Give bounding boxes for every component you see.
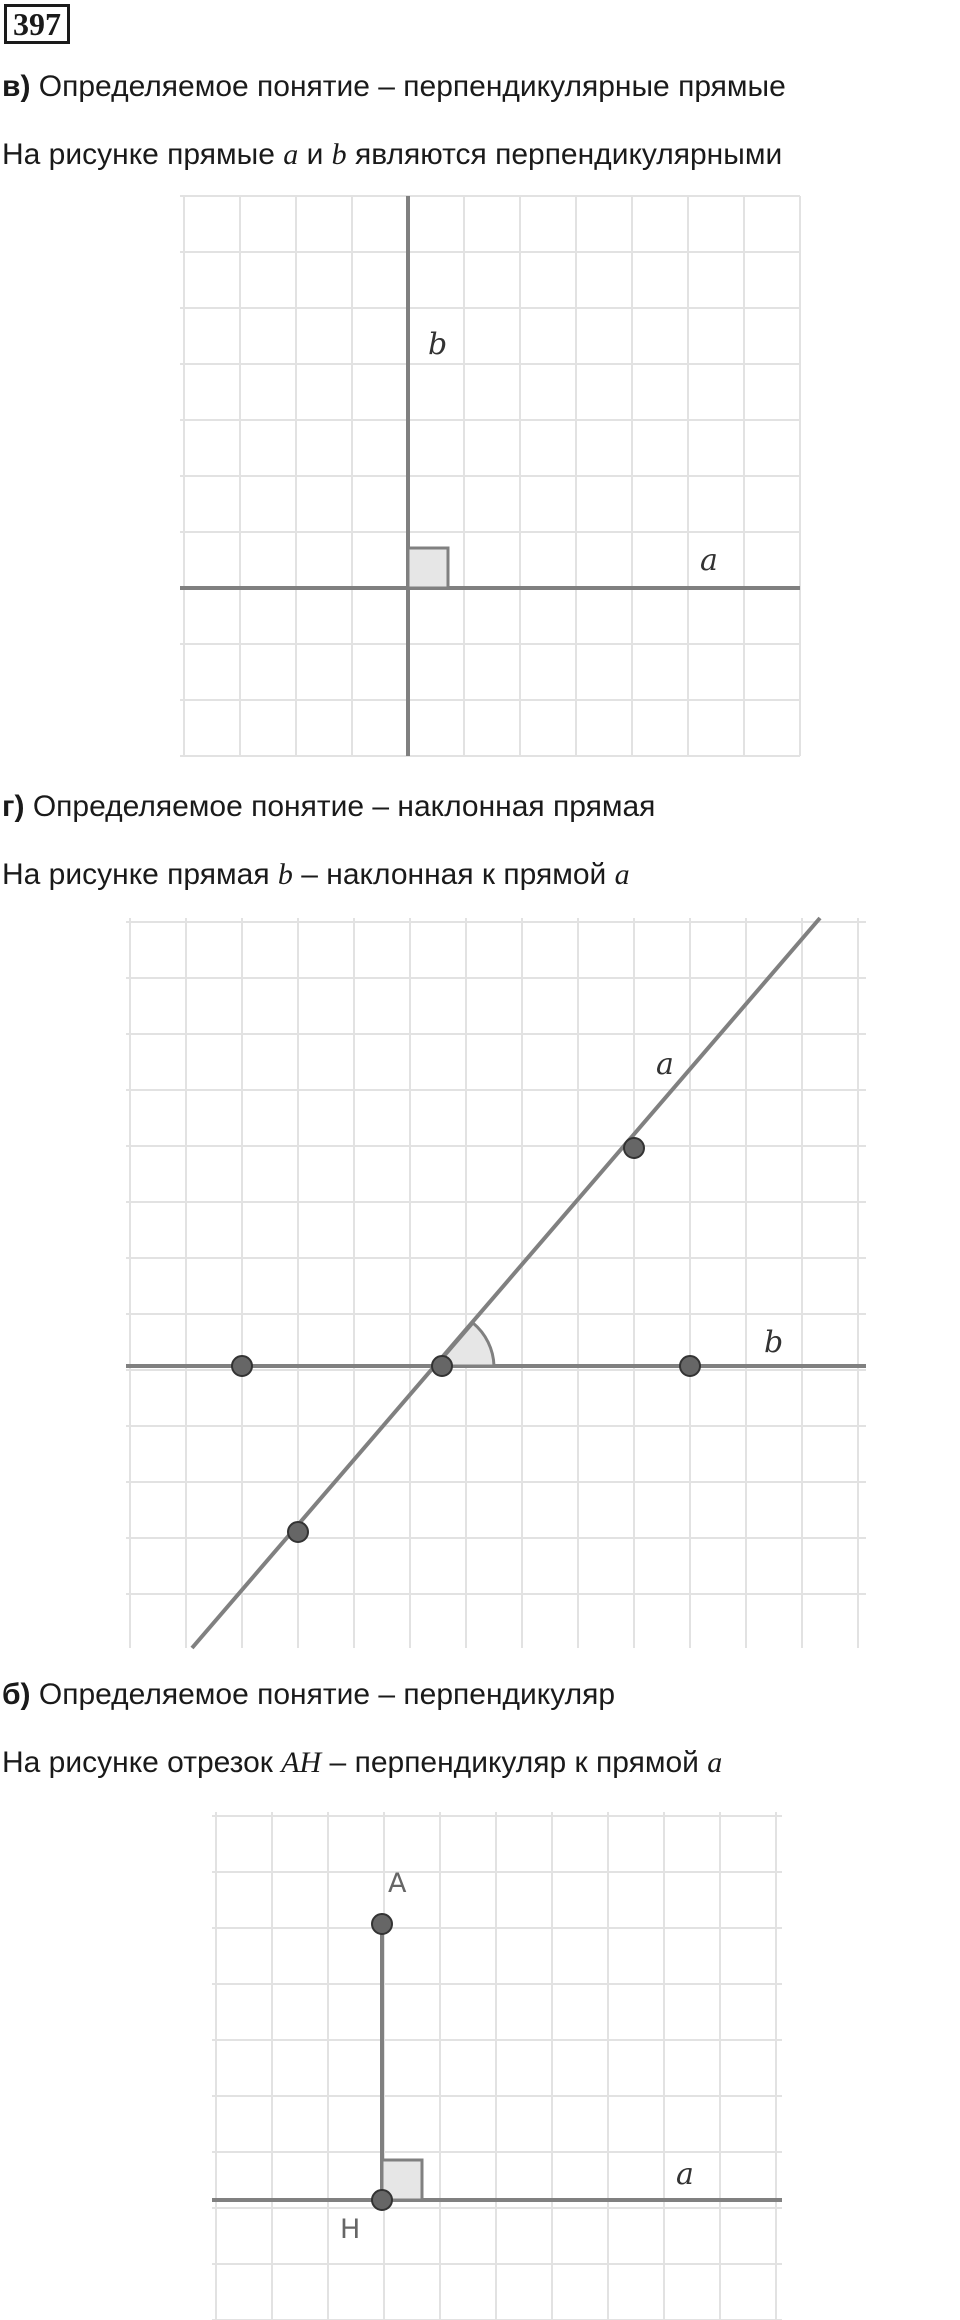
line-label-a: a — [656, 1047, 674, 1082]
definition-text-v: Определяемое понятие – перпендикулярные прямые — [38, 70, 786, 103]
line-label-a: a — [676, 2157, 694, 2192]
definition-line-v — [2, 70, 786, 104]
description-line-b — [2, 1746, 722, 1780]
figure-oblique-line — [126, 918, 866, 1648]
figure-perpendicular-segment — [212, 1812, 782, 2320]
line-label-b: b — [428, 327, 448, 362]
section-letter-v: в) — [2, 70, 31, 103]
line-label-b: b — [764, 1325, 784, 1360]
right-angle-mark — [408, 548, 448, 588]
section-letter-g: г) — [2, 790, 25, 823]
math-variable: a — [283, 138, 299, 171]
point-h — [372, 2190, 392, 2210]
problem-number: 397 — [4, 4, 70, 44]
description-text: – наклонная к прямой — [292, 858, 615, 891]
description-text: На рисунке прямая — [2, 858, 278, 891]
math-variable: a — [614, 858, 630, 891]
definition-text-g: Определяемое понятие – наклонная прямая — [32, 790, 656, 823]
point-a — [372, 1914, 392, 1934]
point — [680, 1356, 700, 1376]
figure-perpendicular-lines — [180, 196, 800, 756]
point-label-h: H — [340, 2214, 361, 2245]
math-variable: b — [277, 858, 293, 891]
point — [432, 1356, 452, 1376]
description-text: и — [298, 138, 332, 171]
description-text: На рисунке отрезок — [2, 1746, 282, 1779]
definition-text-b: Определяемое понятие – перпендикуляр — [38, 1678, 616, 1711]
math-variable: b — [331, 138, 347, 171]
definition-line-g — [2, 790, 655, 824]
point — [624, 1138, 644, 1158]
section-letter-b: б) — [2, 1678, 31, 1711]
description-text: – перпендикуляр к прямой — [321, 1746, 708, 1779]
description-line-g — [2, 858, 630, 892]
description-text: На рисунке прямые — [2, 138, 284, 171]
point — [232, 1356, 252, 1376]
math-segment: AH — [281, 1746, 322, 1779]
line-label-a: a — [700, 543, 718, 578]
point-label-a: A — [388, 1868, 407, 1899]
description-text: являются перпендикулярными — [346, 138, 783, 171]
point — [288, 1522, 308, 1542]
description-line-v — [2, 138, 782, 172]
math-variable: a — [707, 1746, 723, 1779]
definition-line-b — [2, 1678, 615, 1712]
